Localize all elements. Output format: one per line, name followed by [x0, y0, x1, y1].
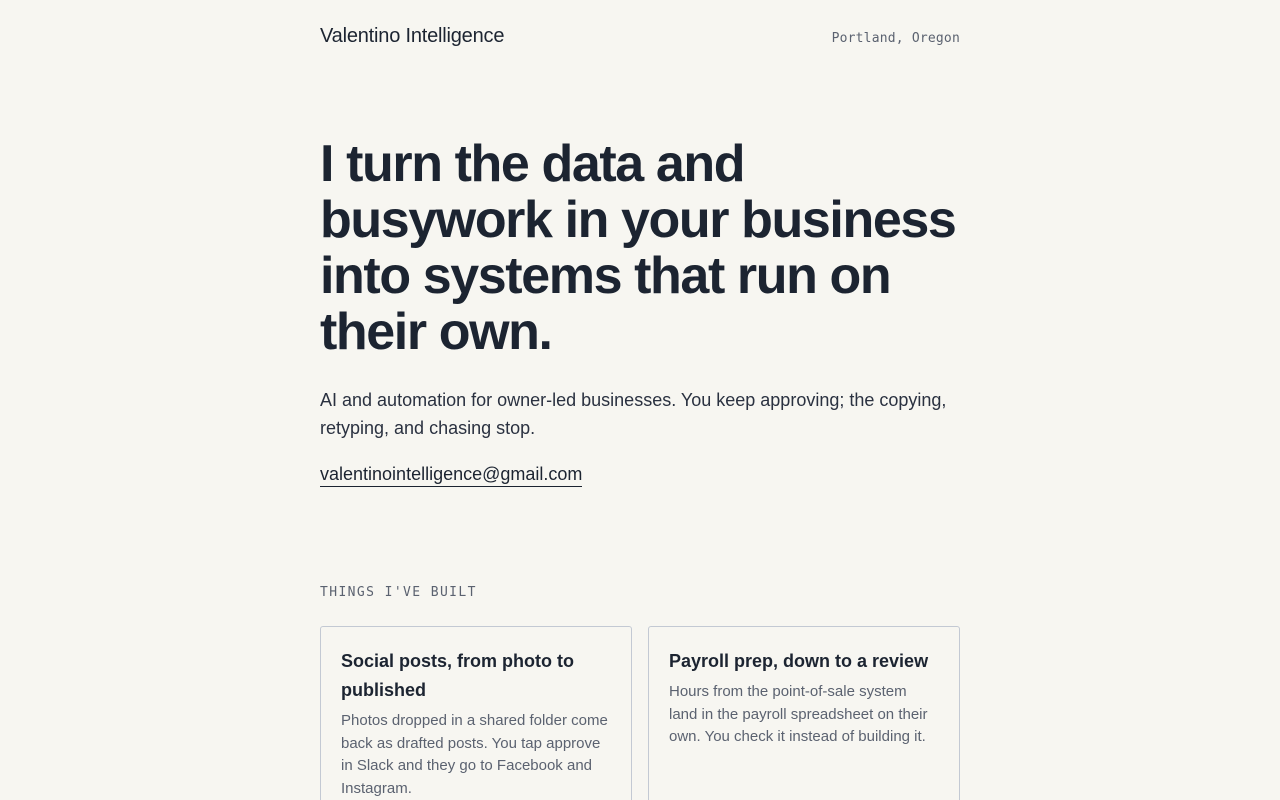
- hero-section: [320, 136, 960, 487]
- project-card-title: Payroll prep, down to a review: [669, 651, 929, 671]
- site-header: [320, 0, 960, 76]
- project-card-description: Photos dropped in a shared folder come back as drafted posts. You tap approve in Slack and they go to Facebook and Instagram.: [341, 712, 608, 797]
- project-card-payroll: [648, 626, 960, 800]
- project-cards: [320, 626, 960, 800]
- project-card-description: Hours from the point-of-sale system land in the payroll spreadsheet on their own. You check it instead of building it.: [669, 683, 928, 745]
- location-text: Portland, Oregon: [831, 31, 960, 46]
- hero-title: I turn the data and busywork in your business into systems that run on their own.: [320, 135, 956, 361]
- project-card-social-posts: [320, 626, 632, 800]
- projects-section: [320, 585, 960, 800]
- hero-subtitle: AI and automation for owner-led businesses. You keep approving; the copying, retyping, and chasing stop.: [320, 390, 947, 438]
- contact-email-link[interactable]: valentinointelligence@gmail.com: [320, 462, 582, 487]
- page-container: [320, 0, 960, 800]
- section-label: THINGS I'VE BUILT: [320, 585, 477, 600]
- project-card-title: Social posts, from photo to published: [341, 651, 574, 700]
- brand-link[interactable]: Valentino Intelligence: [320, 25, 505, 47]
